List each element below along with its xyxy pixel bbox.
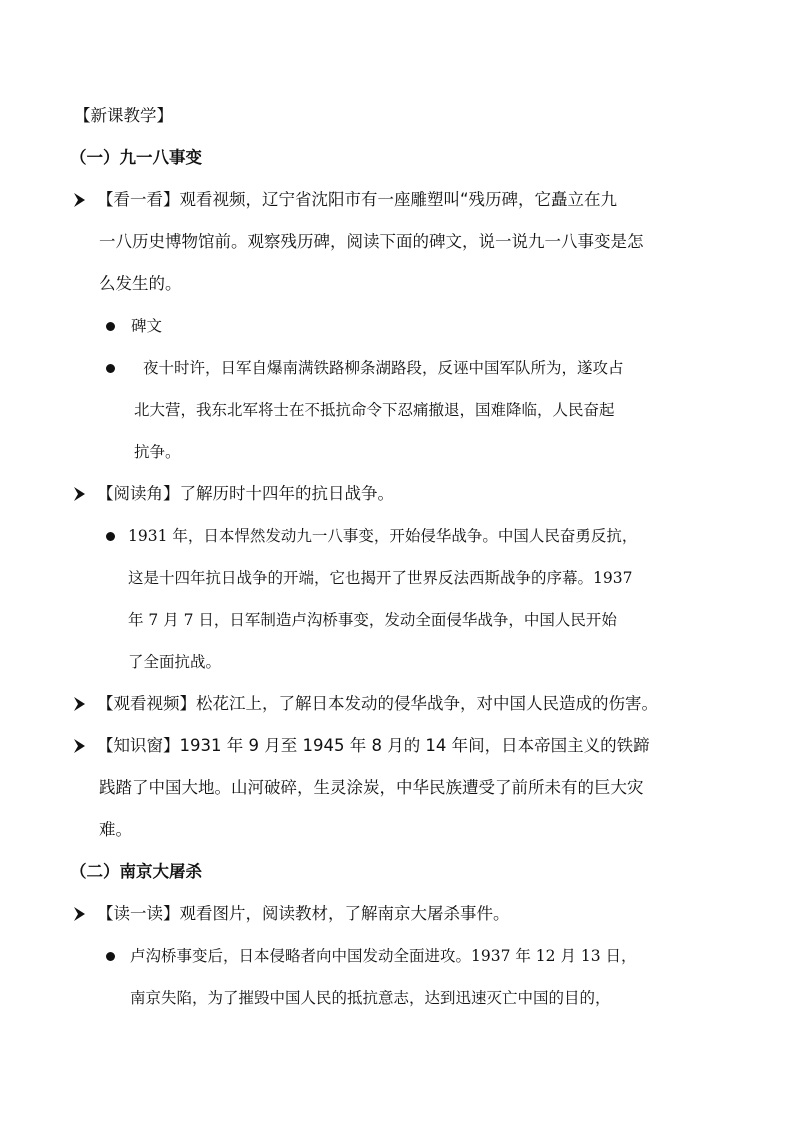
item2-text: 【阅读角】了解历时十四年的抗日战争。: [97, 484, 394, 503]
dot-bullet-icon: [106, 364, 115, 373]
item1-line3: 么发生的。: [99, 274, 182, 293]
section-label: 【新课教学】: [74, 106, 173, 125]
inscription-line3: 抗争。: [134, 443, 181, 461]
arrow-bullet-icon: [70, 482, 92, 506]
item4-line3: 难。: [99, 820, 132, 839]
item1-line2: 一八历史博物馆前。观察残历碑，阅读下面的碑文，说一说九一八事变是怎: [99, 232, 644, 251]
arrow-bullet-icon: [70, 902, 92, 926]
arrow-bullet-icon: [70, 734, 92, 758]
bullet-1931-line3: 年 7 月 7 日，日军制造卢沟桥事变，发动全面侵华战争，中国人民开始: [128, 611, 617, 629]
arrow-bullet-icon: [70, 692, 92, 716]
bullet-inscription-title: 碑文: [131, 317, 163, 335]
inscription-line2: 北大营，我东北军将士在不抵抗命令下忍痛撤退，国难降临，人民奋起: [134, 401, 615, 419]
dot-bullet-icon: [106, 322, 115, 331]
dot-bullet-icon: [106, 532, 115, 541]
dot-bullet-icon: [106, 952, 115, 961]
bullet-1931-line2: 这是十四年抗日战争的开端，它也揭开了世界反法西斯战争的序幕。1937: [128, 569, 633, 587]
inscription-line1: 夜十时许，日军自爆南满铁路柳条湖路段，反诬中国军队所为，遂攻占: [143, 359, 624, 377]
bullet-nanjing-line2: 南京失陷，为了摧毁中国人民的抵抗意志，达到迅速灭亡中国的目的，: [130, 989, 611, 1007]
item4-line1: 【知识窗】1931 年 9 月至 1945 年 8 月的 14 年间，日本帝国主义的铁蹄: [97, 736, 650, 755]
bullet-nanjing-line1: 卢沟桥事变后，日本侵略者向中国发动全面进攻。1937 年 12 月 13 日，: [130, 947, 637, 965]
heading-2: （二）南京大屠杀: [70, 862, 202, 881]
item5-text: 【读一读】观看图片，阅读教材，了解南京大屠杀事件。: [97, 904, 510, 923]
arrow-bullet-icon: [70, 188, 92, 212]
bullet-1931-line1: 1931 年，日本悍然发动九一八事变，开始侵华战争。中国人民奋勇反抗，: [128, 527, 638, 545]
item1-line1: 【看一看】观看视频，辽宁省沈阳市有一座雕塑叫“残历碑，它矗立在九: [97, 190, 618, 209]
item4-line2: 践踏了中国大地。山河破碎，生灵涂炭，中华民族遭受了前所未有的巨大灾: [99, 778, 644, 797]
heading-1: （一）九一八事变: [70, 148, 202, 167]
item3-text: 【观看视频】松花江上，了解日本发动的侵华战争，对中国人民造成的伤害。: [97, 694, 658, 713]
bullet-1931-line4: 了全面抗战。: [128, 653, 222, 671]
